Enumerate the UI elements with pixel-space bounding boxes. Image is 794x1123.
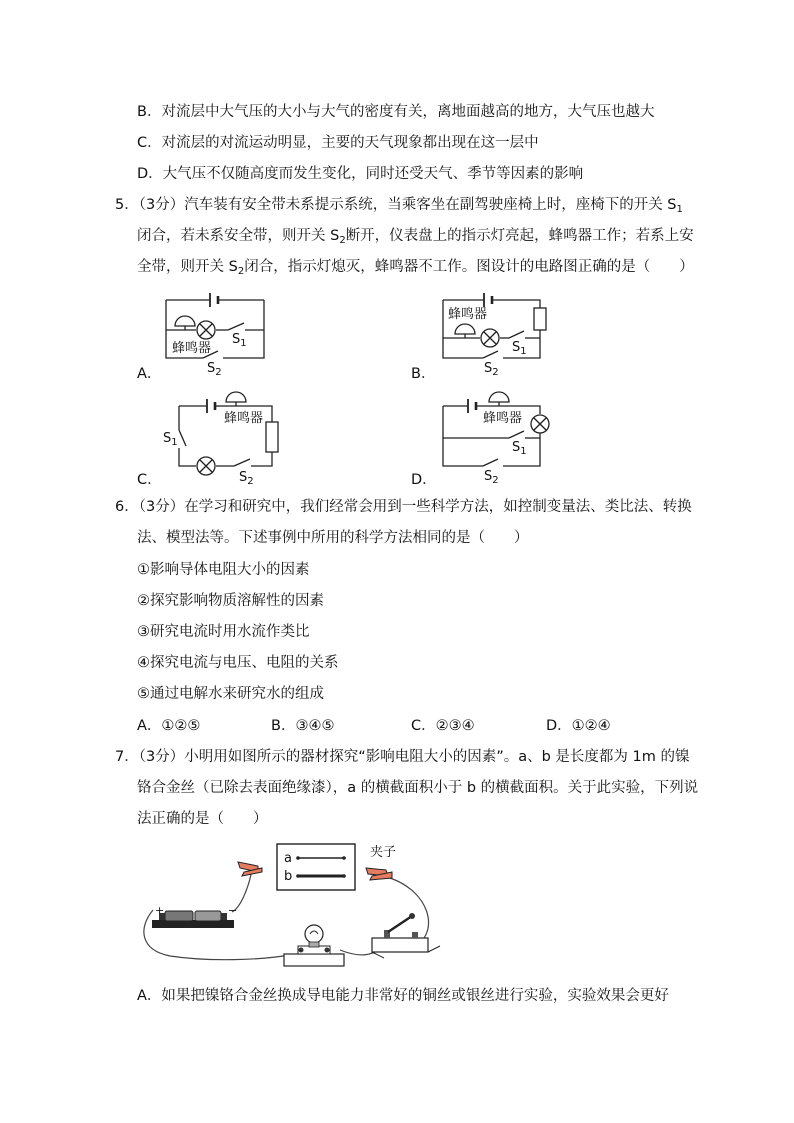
q5-stem-line2: 闭合，若未系安全带，则开关 $S_2$断开，仪表盘上的指示灯亮起，蜂鸣器工作；若系上安 bbox=[137, 228, 694, 246]
q6-item-3: ③研究电流时用水流作类比 bbox=[137, 624, 310, 640]
q7-stem-line1: 7．（3分）小明用如图所示的器材探究“影响电阻大小的因素”。a、b 是长度都为 1m 的镍 bbox=[115, 749, 690, 765]
circuit-d-buzzer-label: 蜂鸣器 bbox=[483, 411, 523, 426]
q4-option-b: B．对流层中大气压的大小与大气的密度有关，离地面越高的地方，大气压也越大 bbox=[137, 104, 655, 120]
q7-stem-line3: 法正确的是（ ） bbox=[137, 811, 268, 827]
circuit-b-s2-label: $S_2$ bbox=[484, 361, 499, 378]
q6-option-a: A．①②⑤ bbox=[137, 718, 201, 734]
circuit-a-buzzer-label: 蜂鸣器 bbox=[172, 341, 212, 356]
q6-option-b: B．③④⑤ bbox=[271, 718, 335, 734]
battery-plus-label: + bbox=[155, 904, 165, 917]
q6-option-c: C．②③④ bbox=[411, 718, 475, 734]
q6-item-4: ④探究电流与电压、电阻的关系 bbox=[137, 655, 339, 671]
q5-option-b-label: B． bbox=[411, 366, 436, 382]
circuit-c-buzzer-label: 蜂鸣器 bbox=[224, 411, 264, 426]
circuit-a-s2-label: $S_2$ bbox=[207, 361, 222, 378]
q6-item-1: ①影响导体电阻大小的因素 bbox=[137, 562, 310, 578]
circuit-b-buzzer-label: 蜂鸣器 bbox=[448, 307, 488, 322]
q7-stem-line2: 铬合金丝（已除去表面绝缘漆），a 的横截面积小于 b 的横截面积。关于此实验，下列说 bbox=[137, 780, 699, 796]
circuit-c-s2-label: $S_2$ bbox=[239, 470, 254, 487]
q6-option-d: D．①②④ bbox=[546, 718, 611, 734]
circuit-d-s2-label: $S_2$ bbox=[484, 469, 499, 486]
q5-option-d-label: D． bbox=[411, 472, 437, 488]
clip-label: 夹子 bbox=[370, 845, 397, 860]
q6-stem-line1: 6．（3分）在学习和研究中，我们经常会用到一些科学方法，如控制变量法、类比法、转换 bbox=[115, 499, 692, 515]
q5-stem-line1: 5．（3分）汽车装有安全带未系提示系统，当乘客坐在副驾驶座椅上时，座椅下的开关 $S_1$ bbox=[115, 197, 683, 215]
circuit-b-s1-label: $S_1$ bbox=[512, 340, 527, 357]
q4-option-c: C．对流层的对流运动明显，主要的天气现象都出现在这一层中 bbox=[137, 135, 539, 151]
q6-item-5: ⑤通过电解水来研究水的组成 bbox=[137, 686, 324, 702]
q5-option-a-label: A． bbox=[137, 366, 162, 382]
circuit-a-s1-label: $S_1$ bbox=[232, 332, 247, 349]
q6-stem-line2: 法、模型法等。下述事例中所用的科学方法相同的是（ ） bbox=[137, 530, 529, 546]
wire-b-label: b bbox=[284, 869, 293, 884]
q4-option-d: D．大气压不仅随高度而发生变化，同时还受天气、季节等因素的影响 bbox=[137, 166, 584, 182]
circuit-d-s1-label: $S_1$ bbox=[512, 440, 527, 457]
wire-a-label: a bbox=[284, 851, 292, 866]
q6-item-2: ②探究影响物质溶解性的因素 bbox=[137, 593, 324, 609]
q5-stem-line3: 全带，则开关 $S_2$闭合，指示灯熄灭，蜂鸣器不工作。图设计的电路图正确的是（ ） bbox=[137, 259, 694, 277]
q5-option-c-label: C． bbox=[137, 472, 162, 488]
circuit-c-s1-label: $S_1$ bbox=[163, 431, 178, 448]
battery-minus-label: − bbox=[228, 904, 238, 917]
q7-option-a: A．如果把镍铬合金丝换成导电能力非常好的铜丝或银丝进行实验，实验效果会更好 bbox=[137, 988, 669, 1004]
